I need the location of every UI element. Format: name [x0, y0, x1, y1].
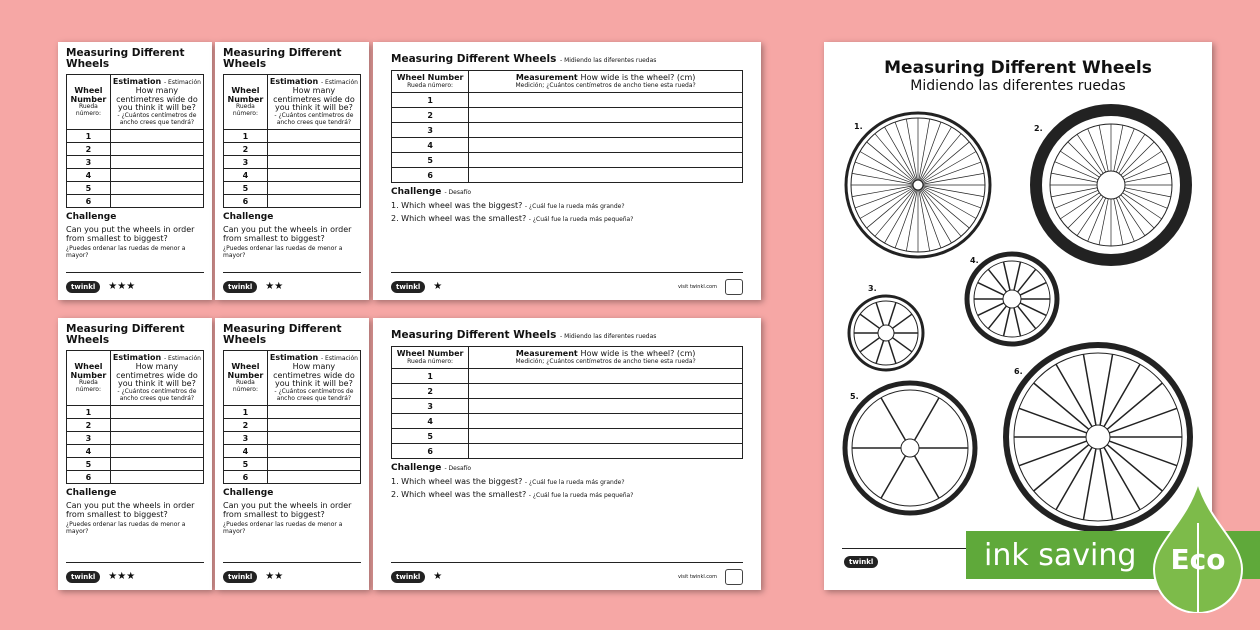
- wheel-number: 2: [392, 108, 469, 123]
- col-estimation-question: How many centimetres wide do you think it will be?: [273, 85, 355, 113]
- spoke: [867, 142, 914, 182]
- twinkl-logo: twinkl: [391, 281, 425, 293]
- answer-cell[interactable]: [267, 195, 360, 208]
- visit-link: visit twinkl.com: [677, 283, 717, 290]
- wheel-table: [223, 350, 361, 484]
- answer-cell[interactable]: [110, 406, 203, 419]
- table-row: [67, 195, 204, 208]
- col-wheel-header-es: Rueda número:: [407, 357, 454, 365]
- table-row: [224, 182, 361, 195]
- hub: [901, 439, 919, 457]
- col-wheel-header-es: Rueda número:: [407, 81, 454, 89]
- hub: [1097, 171, 1125, 199]
- spoke: [1014, 262, 1020, 290]
- spoke: [1109, 441, 1177, 466]
- spoke: [1124, 190, 1167, 208]
- table-row: [392, 108, 743, 123]
- wheel-label: 1.: [854, 122, 863, 131]
- spoke: [921, 189, 961, 236]
- answer-cell[interactable]: [110, 458, 203, 471]
- col-measure-header: Measurement: [515, 349, 578, 358]
- wheel-number: 2: [224, 143, 268, 156]
- table-row: [392, 153, 743, 168]
- challenge-heading: Challenge: [223, 488, 274, 499]
- wheel-number: 6: [392, 168, 469, 183]
- spoke: [1116, 198, 1134, 241]
- answer-cell[interactable]: [469, 153, 743, 168]
- spoke: [1004, 308, 1010, 336]
- spoke: [876, 341, 883, 364]
- wheel-label: 4.: [970, 256, 979, 265]
- wheel-number: 1: [67, 406, 111, 419]
- challenge-order-es: ¿Puedes ordenar las ruedas de menor a mayor?: [223, 521, 343, 536]
- wheel-number: 4: [224, 445, 268, 458]
- spoke: [919, 190, 930, 251]
- table-row: [224, 406, 361, 419]
- col-wheel-header: Wheel Number: [70, 85, 107, 104]
- table-row: [67, 182, 204, 195]
- worksheet-footer: [223, 562, 361, 590]
- answer-cell[interactable]: [267, 419, 360, 432]
- col-estimation-question-es: - ¿Cuántos centímetros de ancho crees que tendrá?: [274, 112, 354, 126]
- col-estimation-question: How many centimetres wide do you think it will be?: [116, 85, 198, 113]
- answer-cell[interactable]: [110, 432, 203, 445]
- challenge-order: Can you put the wheels in order from smallest to biggest?: [223, 225, 352, 244]
- spoke: [860, 338, 879, 352]
- col-measure-header: Measurement: [515, 73, 578, 82]
- answer-cell[interactable]: [469, 123, 743, 138]
- spoke: [921, 134, 961, 181]
- twinkl-logo: twinkl: [391, 571, 425, 583]
- spoke: [923, 186, 984, 197]
- spoke: [867, 188, 914, 228]
- spoke: [915, 456, 940, 498]
- worksheet-title: Measuring Different Wheels: [223, 47, 342, 70]
- wheel-number: 2: [67, 143, 111, 156]
- difficulty-stars: ★★: [265, 281, 284, 292]
- table-row: [67, 143, 204, 156]
- wheel-number: 5: [392, 153, 469, 168]
- question-smallest-es: - ¿Cuál fue la rueda más pequeña?: [528, 216, 634, 224]
- answer-cell[interactable]: [110, 471, 203, 484]
- spoke: [1099, 199, 1108, 245]
- spoke: [1068, 195, 1101, 228]
- spoke: [922, 142, 969, 182]
- twinkl-logo: twinkl: [223, 571, 257, 583]
- table-row: [224, 458, 361, 471]
- spoke: [1077, 134, 1103, 173]
- col-estimation-header: Estimation: [269, 353, 319, 362]
- spoke: [1019, 441, 1087, 466]
- wheel-number: 5: [224, 458, 268, 471]
- spoke: [1060, 151, 1099, 177]
- worksheet-title-es: - Midiendo las diferentes ruedas: [560, 57, 657, 64]
- wheel-label: 2.: [1034, 124, 1043, 133]
- wheel-number: 1: [224, 406, 268, 419]
- table-row: [67, 458, 204, 471]
- wheel-number: 4: [392, 414, 469, 429]
- wheel-number: 4: [67, 169, 111, 182]
- col-estimation-question-es: - ¿Cuántos centímetros de ancho crees que tendrá?: [274, 388, 354, 402]
- table-row: [224, 156, 361, 169]
- worksheet-title: Measuring Different Wheels: [223, 323, 342, 346]
- hub: [1003, 290, 1021, 308]
- question-biggest-es: - ¿Cuál fue la rueda más grande?: [524, 479, 625, 487]
- col-wheel-header: Wheel Number: [70, 361, 107, 380]
- difficulty-stars: ★: [433, 281, 443, 292]
- table-row: [224, 471, 361, 484]
- spoke: [1125, 188, 1171, 197]
- spoke: [923, 173, 984, 184]
- worksheet-title-es: - Midiendo las diferentes ruedas: [560, 333, 657, 340]
- wheel-number: 6: [224, 471, 268, 484]
- worksheet-page: [373, 42, 761, 300]
- table-row: [67, 406, 204, 419]
- table-row: [392, 384, 743, 399]
- col-estimation-question: How many centimetres wide do you think it will be?: [273, 361, 355, 389]
- twinkl-logo: twinkl: [844, 556, 878, 568]
- answer-cell[interactable]: [469, 369, 743, 384]
- spoke: [906, 119, 917, 180]
- wheel-number: 1: [224, 130, 268, 143]
- worksheet-page: [215, 42, 369, 300]
- worksheet-page: [373, 318, 761, 590]
- wheel-number: 3: [224, 432, 268, 445]
- challenge-order-es: ¿Puedes ordenar las ruedas de menor a mayor?: [223, 245, 343, 260]
- col-estimation-question-es: - ¿Cuántos centímetros de ancho crees que tendrá?: [117, 112, 197, 126]
- spoke: [1124, 162, 1167, 180]
- table-row: [224, 130, 361, 143]
- table-row: [392, 429, 743, 444]
- challenge-es: - Desafío: [444, 465, 472, 473]
- difficulty-stars: ★★★: [108, 281, 136, 292]
- col-estimation-es: - Estimación: [320, 355, 358, 362]
- wheel-table: [66, 350, 204, 484]
- question-smallest: 2. Which wheel was the smallest?: [391, 214, 527, 224]
- table-row: [67, 130, 204, 143]
- table-row: [392, 369, 743, 384]
- spoke: [1099, 125, 1108, 171]
- wheel-number: 6: [67, 195, 111, 208]
- table-row: [67, 471, 204, 484]
- twinkl-logo: twinkl: [223, 281, 257, 293]
- spoke: [1125, 173, 1171, 182]
- spoke: [881, 456, 906, 498]
- col-measure-es: Medición; ¿Cuántos centímetros de ancho tiene esta rueda?: [515, 357, 696, 365]
- wheel-number: 6: [67, 471, 111, 484]
- table-row: [224, 445, 361, 458]
- table-row: [224, 419, 361, 432]
- challenge-heading: Challenge: [391, 187, 442, 198]
- answer-cell[interactable]: [469, 399, 743, 414]
- col-estimation-header: Estimation: [112, 77, 162, 86]
- hub: [878, 325, 894, 341]
- spoke: [860, 314, 879, 328]
- challenge-heading: Challenge: [66, 488, 117, 499]
- challenge-order: Can you put the wheels in order from smallest to biggest?: [66, 501, 195, 520]
- spoke: [919, 119, 930, 180]
- answer-cell[interactable]: [267, 432, 360, 445]
- wheel-number: 2: [392, 384, 469, 399]
- spoke: [906, 190, 917, 251]
- challenge-heading: Challenge: [223, 212, 274, 223]
- answer-cell[interactable]: [267, 445, 360, 458]
- spoke: [1068, 142, 1101, 175]
- twinkl-logo: twinkl: [66, 571, 100, 583]
- worksheet-footer: [391, 562, 743, 590]
- answer-cell[interactable]: [267, 182, 360, 195]
- col-wheel-header: Wheel Number: [227, 85, 264, 104]
- table-row: [392, 123, 743, 138]
- wheel-number: 5: [392, 429, 469, 444]
- answer-cell[interactable]: [267, 471, 360, 484]
- answer-cell[interactable]: [267, 130, 360, 143]
- col-wheel-header-es: Rueda número:: [232, 379, 258, 393]
- spoke: [888, 303, 895, 326]
- question-biggest: 1. Which wheel was the biggest?: [391, 477, 523, 487]
- wheel-number: 6: [392, 444, 469, 459]
- col-wheel-header-es: Rueda número:: [75, 103, 101, 117]
- spoke: [1060, 193, 1099, 219]
- challenge-order: Can you put the wheels in order from smallest to biggest?: [66, 225, 195, 244]
- col-estimation-question-es: - ¿Cuántos centímetros de ancho crees que tendrá?: [117, 388, 197, 402]
- spoke: [915, 398, 940, 440]
- difficulty-stars: ★★: [265, 571, 284, 582]
- spoke: [1119, 197, 1145, 236]
- answer-cell[interactable]: [110, 445, 203, 458]
- wheel-number: 1: [392, 369, 469, 384]
- question-smallest: 2. Which wheel was the smallest?: [391, 490, 527, 500]
- answer-cell[interactable]: [267, 143, 360, 156]
- answer-cell[interactable]: [110, 182, 203, 195]
- answer-cell[interactable]: [469, 108, 743, 123]
- spoke: [1123, 193, 1162, 219]
- wheel-number: 2: [224, 419, 268, 432]
- wheel-number: 4: [392, 138, 469, 153]
- worksheet-page: [215, 318, 369, 590]
- spoke: [1088, 198, 1106, 241]
- table-row: [67, 156, 204, 169]
- answer-cell[interactable]: [469, 168, 743, 183]
- wheel-number: 3: [224, 156, 268, 169]
- answer-cell[interactable]: [267, 169, 360, 182]
- col-wheel-header: Wheel Number: [227, 361, 264, 380]
- table-row: [392, 414, 743, 429]
- col-wheel-header: Wheel Number: [396, 349, 464, 358]
- wheel-number: 3: [392, 123, 469, 138]
- sheet-subtitle: Midiendo las diferentes ruedas: [910, 78, 1126, 94]
- table-row: [224, 169, 361, 182]
- answer-cell[interactable]: [267, 156, 360, 169]
- challenge-order: Can you put the wheels in order from smallest to biggest?: [223, 501, 352, 520]
- col-measure-question: How wide is the wheel? (cm): [580, 73, 696, 82]
- eco-label: Eco: [1170, 543, 1226, 576]
- spoke: [1088, 129, 1106, 172]
- spoke: [1019, 408, 1087, 433]
- answer-cell[interactable]: [110, 143, 203, 156]
- spoke: [922, 188, 969, 228]
- question-biggest-es: - ¿Cuál fue la rueda más grande?: [524, 203, 625, 211]
- quality-badge-icon: [725, 279, 743, 295]
- spoke: [1119, 134, 1145, 173]
- answer-cell[interactable]: [110, 195, 203, 208]
- spoke: [1055, 162, 1098, 180]
- sheet-title: Measuring Different Wheels: [884, 58, 1152, 78]
- spoke: [1121, 195, 1154, 228]
- answer-cell[interactable]: [469, 138, 743, 153]
- wheel-table: [391, 346, 743, 459]
- wheel-number: 5: [67, 458, 111, 471]
- spoke: [1055, 190, 1098, 208]
- answer-cell[interactable]: [469, 414, 743, 429]
- challenge-es: - Desafío: [444, 189, 472, 197]
- col-wheel-header-es: Rueda número:: [75, 379, 101, 393]
- wheel-number: 1: [67, 130, 111, 143]
- col-measure-question: How wide is the wheel? (cm): [580, 349, 696, 358]
- worksheet-title: Measuring Different Wheels: [66, 323, 185, 346]
- wheel-number: 2: [67, 419, 111, 432]
- spoke: [876, 303, 883, 326]
- wheel-number: 3: [67, 156, 111, 169]
- worksheet-title: Measuring Different Wheels: [391, 329, 557, 341]
- spoke: [892, 338, 911, 352]
- spoke: [1121, 142, 1154, 175]
- spoke: [875, 189, 915, 236]
- answer-cell[interactable]: [110, 156, 203, 169]
- table-row: [67, 419, 204, 432]
- hub: [1086, 425, 1110, 449]
- table-row: [392, 399, 743, 414]
- challenge-order-es: ¿Puedes ordenar las ruedas de menor a mayor?: [66, 521, 186, 536]
- quality-badge-icon: [725, 569, 743, 585]
- spoke: [1109, 408, 1177, 433]
- answer-cell[interactable]: [469, 444, 743, 459]
- table-row: [392, 168, 743, 183]
- answer-cell[interactable]: [469, 384, 743, 399]
- table-row: [392, 138, 743, 153]
- difficulty-stars: ★: [433, 571, 443, 582]
- spoke: [875, 134, 915, 181]
- col-estimation-header: Estimation: [269, 77, 319, 86]
- ink-saving-label: ink saving: [984, 537, 1137, 573]
- wheel-number: 5: [224, 182, 268, 195]
- worksheet-footer: [223, 272, 361, 300]
- table-row: [67, 445, 204, 458]
- wheel-label: 5.: [850, 392, 859, 401]
- spoke: [1123, 151, 1162, 177]
- answer-cell[interactable]: [469, 429, 743, 444]
- eco-drop-badge: [1150, 483, 1246, 613]
- spoke: [852, 186, 913, 197]
- spoke: [1114, 199, 1123, 245]
- table-row: [224, 195, 361, 208]
- col-estimation-es: - Estimación: [163, 79, 201, 86]
- worksheet-page: [58, 318, 212, 590]
- col-estimation-question: How many centimetres wide do you think it will be?: [116, 361, 198, 389]
- wheel-number: 3: [67, 432, 111, 445]
- answer-cell[interactable]: [267, 458, 360, 471]
- worksheet-footer: [391, 272, 743, 300]
- wheel-number: 6: [224, 195, 268, 208]
- wheel-label: 3.: [868, 284, 877, 293]
- spoke: [1077, 197, 1103, 236]
- spoke: [1114, 125, 1123, 171]
- wheel-number: 4: [67, 445, 111, 458]
- wheel-number: 5: [67, 182, 111, 195]
- wheel-table: [391, 70, 743, 183]
- worksheet-title: Measuring Different Wheels: [391, 53, 557, 65]
- spoke: [881, 398, 906, 440]
- wheel-number: 3: [392, 399, 469, 414]
- answer-cell[interactable]: [110, 419, 203, 432]
- hub: [913, 180, 923, 190]
- worksheet-title: Measuring Different Wheels: [66, 47, 185, 70]
- spoke: [852, 173, 913, 184]
- challenge-heading: Challenge: [66, 212, 117, 223]
- answer-cell[interactable]: [110, 169, 203, 182]
- worksheet-footer: [66, 272, 204, 300]
- spoke: [892, 314, 911, 328]
- col-estimation-es: - Estimación: [320, 79, 358, 86]
- table-row: [392, 93, 743, 108]
- twinkl-logo: twinkl: [66, 281, 100, 293]
- answer-cell[interactable]: [110, 130, 203, 143]
- difficulty-stars: ★★★: [108, 571, 136, 582]
- wheel-label: 6.: [1014, 367, 1023, 376]
- wheel-table: [66, 74, 204, 208]
- spoke: [1051, 188, 1097, 197]
- spoke: [888, 341, 895, 364]
- question-biggest: 1. Which wheel was the biggest?: [391, 201, 523, 211]
- table-row: [392, 444, 743, 459]
- spoke: [1004, 262, 1010, 290]
- worksheet-page: [58, 42, 212, 300]
- challenge-heading: Challenge: [391, 463, 442, 474]
- answer-cell[interactable]: [267, 406, 360, 419]
- spoke: [1051, 173, 1097, 182]
- wheel-number: 4: [224, 169, 268, 182]
- table-row: [224, 432, 361, 445]
- col-wheel-header: Wheel Number: [396, 73, 464, 82]
- table-row: [67, 169, 204, 182]
- challenge-order-es: ¿Puedes ordenar las ruedas de menor a mayor?: [66, 245, 186, 260]
- col-wheel-header-es: Rueda número:: [232, 103, 258, 117]
- answer-cell[interactable]: [469, 93, 743, 108]
- col-estimation-es: - Estimación: [163, 355, 201, 362]
- worksheet-footer: [66, 562, 204, 590]
- col-measure-es: Medición; ¿Cuántos centímetros de ancho tiene esta rueda?: [515, 81, 696, 89]
- spoke: [1014, 308, 1020, 336]
- visit-link: visit twinkl.com: [677, 573, 717, 580]
- col-estimation-header: Estimation: [112, 353, 162, 362]
- wheel-number: 1: [392, 93, 469, 108]
- question-smallest-es: - ¿Cuál fue la rueda más pequeña?: [528, 492, 634, 500]
- wheel-table: [223, 74, 361, 208]
- table-row: [67, 432, 204, 445]
- table-row: [224, 143, 361, 156]
- spoke: [1116, 129, 1134, 172]
